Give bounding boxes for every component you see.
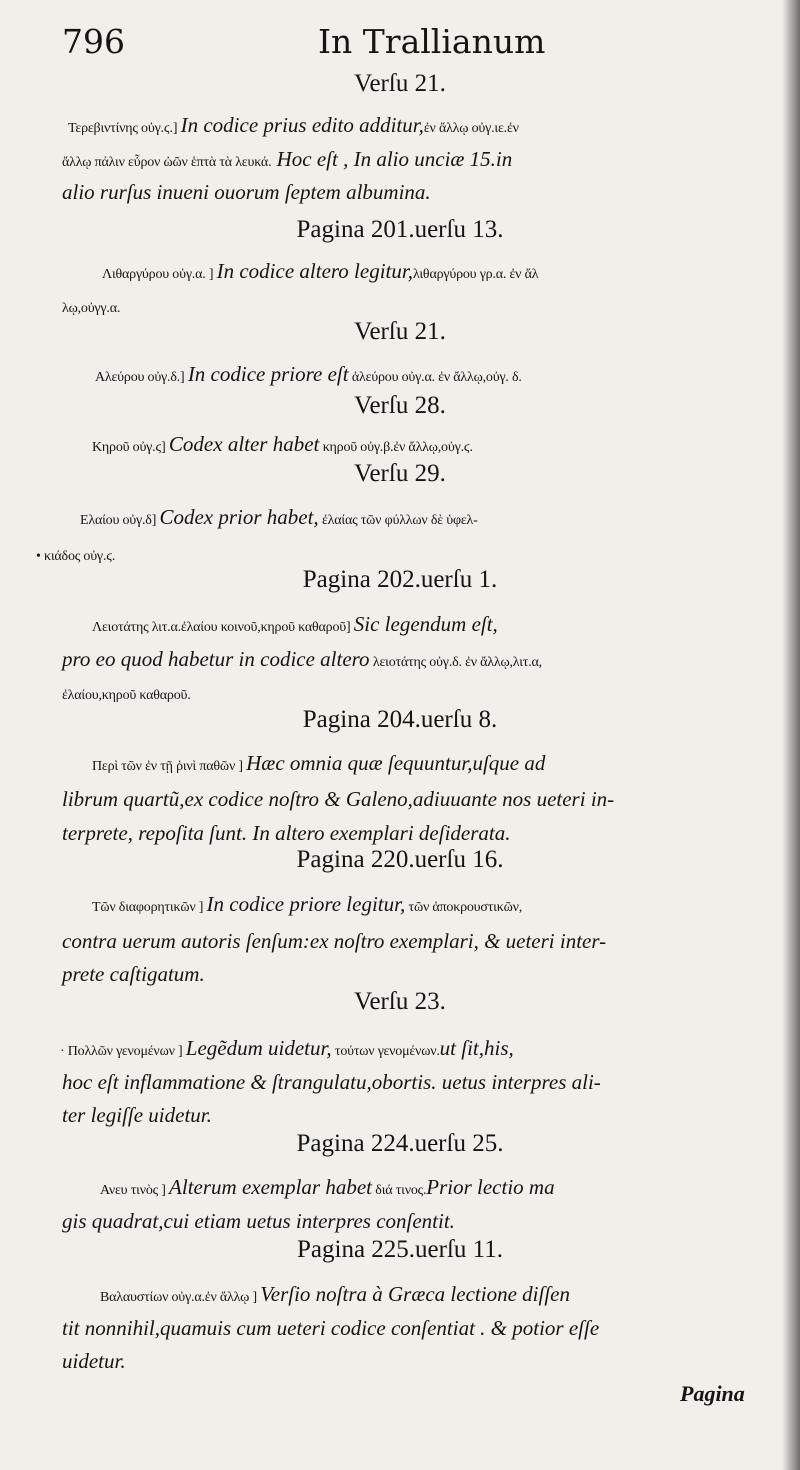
- greek-text: ἐλαίας τῶν φύλλων δὲ ὑφελ-: [318, 513, 478, 528]
- latin-text: Codex alter habet: [168, 432, 320, 456]
- text-line: [102, 259, 538, 284]
- text-line: [36, 541, 115, 566]
- text-line: [62, 147, 512, 172]
- greek-lemma: Βαλαυστίων οὐγ.α.ἐν ἄλλῳ ]: [100, 1290, 261, 1305]
- text-line: [100, 1282, 570, 1307]
- text-line: [92, 432, 473, 457]
- text-line: uidetur.: [62, 1349, 126, 1373]
- text-line: terprete, repoſita ſunt. In altero exemplari deſiderata.: [62, 821, 511, 845]
- greek-lemma: · Πολλῶν γενομένων ]: [60, 1044, 186, 1059]
- text-line: [60, 1036, 514, 1061]
- latin-text: Legẽdum uidetur,: [185, 1036, 332, 1060]
- greek-lemma: Κηροῦ οὐγ.ϛ]: [92, 440, 169, 455]
- text-line: contra uerum autoris ſenſum:ex noſtro exemplari, & ueteri inter-: [62, 929, 607, 953]
- latin-text: In codice altero legitur,: [216, 259, 413, 283]
- text-line: alio rurſus inueni ouorum ſeptem albumina.: [62, 180, 431, 204]
- greek-lemma: Ελαίου οὐγ.δ]: [80, 513, 160, 528]
- section-heading: Verſu 21.: [354, 318, 446, 345]
- text-line: ter legiſſe uidetur.: [62, 1103, 212, 1127]
- text-line: [92, 612, 498, 637]
- greek-lemma: Ανευ τινὸς ]: [100, 1183, 170, 1198]
- greek-lemma: Λιθαργύρου οὐγ.α. ]: [102, 267, 217, 282]
- section-heading: Pagina 224.uerſu 25.: [296, 1130, 504, 1157]
- latin-text: Hoc eſt , In alio unciæ 15.in: [271, 147, 513, 171]
- section-heading: Pagina 202.uerſu 1.: [302, 566, 498, 593]
- greek-text: λιθαργύρου γρ.α. ἐν ἄλ: [412, 267, 539, 282]
- text-line: [80, 505, 478, 530]
- text-line: [92, 751, 545, 776]
- latin-text: Codex prior habet,: [159, 505, 319, 529]
- greek-lemma: Αλεύρου οὐγ.δ.]: [95, 370, 188, 385]
- section-heading: Pagina 201.uerſu 13.: [296, 216, 504, 243]
- latin-text: Hæc omnia quæ ſequuntur,uſque ad: [246, 751, 546, 775]
- section-heading: Verſu 28.: [354, 392, 446, 419]
- latin-text: pro eo quod habetur in codice altero: [62, 647, 370, 671]
- text-line: tit nonnihil,quamuis cum ueteri codice conſentiat . & potior eſſe: [62, 1316, 600, 1340]
- catchword: Pagina: [680, 1381, 745, 1406]
- greek-text: ἐλαίου,κηροῦ καθαροῦ.: [62, 688, 191, 703]
- section-heading: Verſu 29.: [354, 460, 446, 487]
- greek-lemma: Τῶν διαφορητικῶν ]: [92, 900, 207, 915]
- text-line: prete caſtigatum.: [62, 962, 205, 986]
- section-heading: Pagina 204.uerſu 8.: [302, 706, 498, 733]
- text-line: [95, 362, 522, 387]
- greek-text: ἄλλῳ πάλιν εὗρον ὠῶν ἑπτὰ τὰ λευκά.: [62, 155, 272, 170]
- section-heading: Pagina 220.uerſu 16.: [296, 846, 504, 873]
- greek-text: λειοτάτης οὐγ.δ. ἐν ἄλλῳ,λιτ.α,: [369, 655, 542, 670]
- latin-text: In codice priore eſt: [187, 362, 349, 386]
- latin-text: Sic legendum eſt,: [353, 612, 498, 636]
- running-title: In Trallianum: [318, 22, 546, 61]
- text-line: [62, 647, 542, 672]
- latin-text: ut ſit,his,: [439, 1036, 514, 1060]
- section-heading: Pagina 225.uerſu 11.: [297, 1236, 503, 1263]
- greek-text: κηροῦ οὐγ.β.ἐν ἄλλῳ,οὐγ.ϛ.: [319, 440, 473, 455]
- greek-text: • κιάδος οὐγ.ϛ.: [36, 549, 116, 564]
- section-heading: Verſu 23.: [354, 988, 446, 1015]
- greek-text: τούτων γενομένων.: [331, 1044, 440, 1059]
- latin-text: Alterum exemplar habet: [169, 1175, 372, 1199]
- page-number: 796: [62, 22, 125, 61]
- latin-text: In codice prius edito additur,: [180, 113, 424, 137]
- greek-text: λῳ,οὐγγ.α.: [62, 301, 121, 316]
- text-line: [62, 293, 120, 318]
- text-line: [62, 680, 191, 705]
- greek-text: διά τινος.: [372, 1183, 427, 1198]
- latin-text: Prior lectio ma: [426, 1175, 555, 1199]
- text-line: [100, 1175, 555, 1200]
- greek-text: ἀλεύρου οὐγ.α. ἐν ἄλλῳ,οὐγ. δ.: [348, 370, 522, 385]
- latin-text: In codice priore legitur,: [206, 892, 406, 916]
- text-line: librum quartũ,ex codice noſtro & Galeno,adiuuante nos ueteri in-: [62, 787, 615, 811]
- greek-lemma: Λειοτάτης λιτ.α.ἐλαίου κοινοῦ,κηροῦ καθαροῦ]: [92, 620, 354, 635]
- greek-lemma: Περὶ τῶν ἐν τῇ ῥινὶ παθῶν ]: [92, 759, 247, 774]
- greek-lemma: Τερεβιντίνης οὐγ.ϛ.]: [68, 121, 181, 136]
- text-line: hoc eſt inflammatione & ſtrangulatu,obortis. uetus interpres ali-: [62, 1070, 601, 1094]
- greek-text: ἐν ἄλλῳ οὐγ.ιε.ἐν: [423, 121, 519, 136]
- section-heading: Verſu 21.: [354, 70, 446, 97]
- latin-text: Verſio noſtra à Græca lectione diſſen: [260, 1282, 570, 1306]
- text-line: [92, 892, 522, 917]
- text-line: gis quadrat,cui etiam uetus interpres conſentit.: [62, 1209, 455, 1233]
- text-line: [68, 113, 519, 138]
- greek-text: τῶν ἀποκρουστικῶν,: [405, 900, 523, 915]
